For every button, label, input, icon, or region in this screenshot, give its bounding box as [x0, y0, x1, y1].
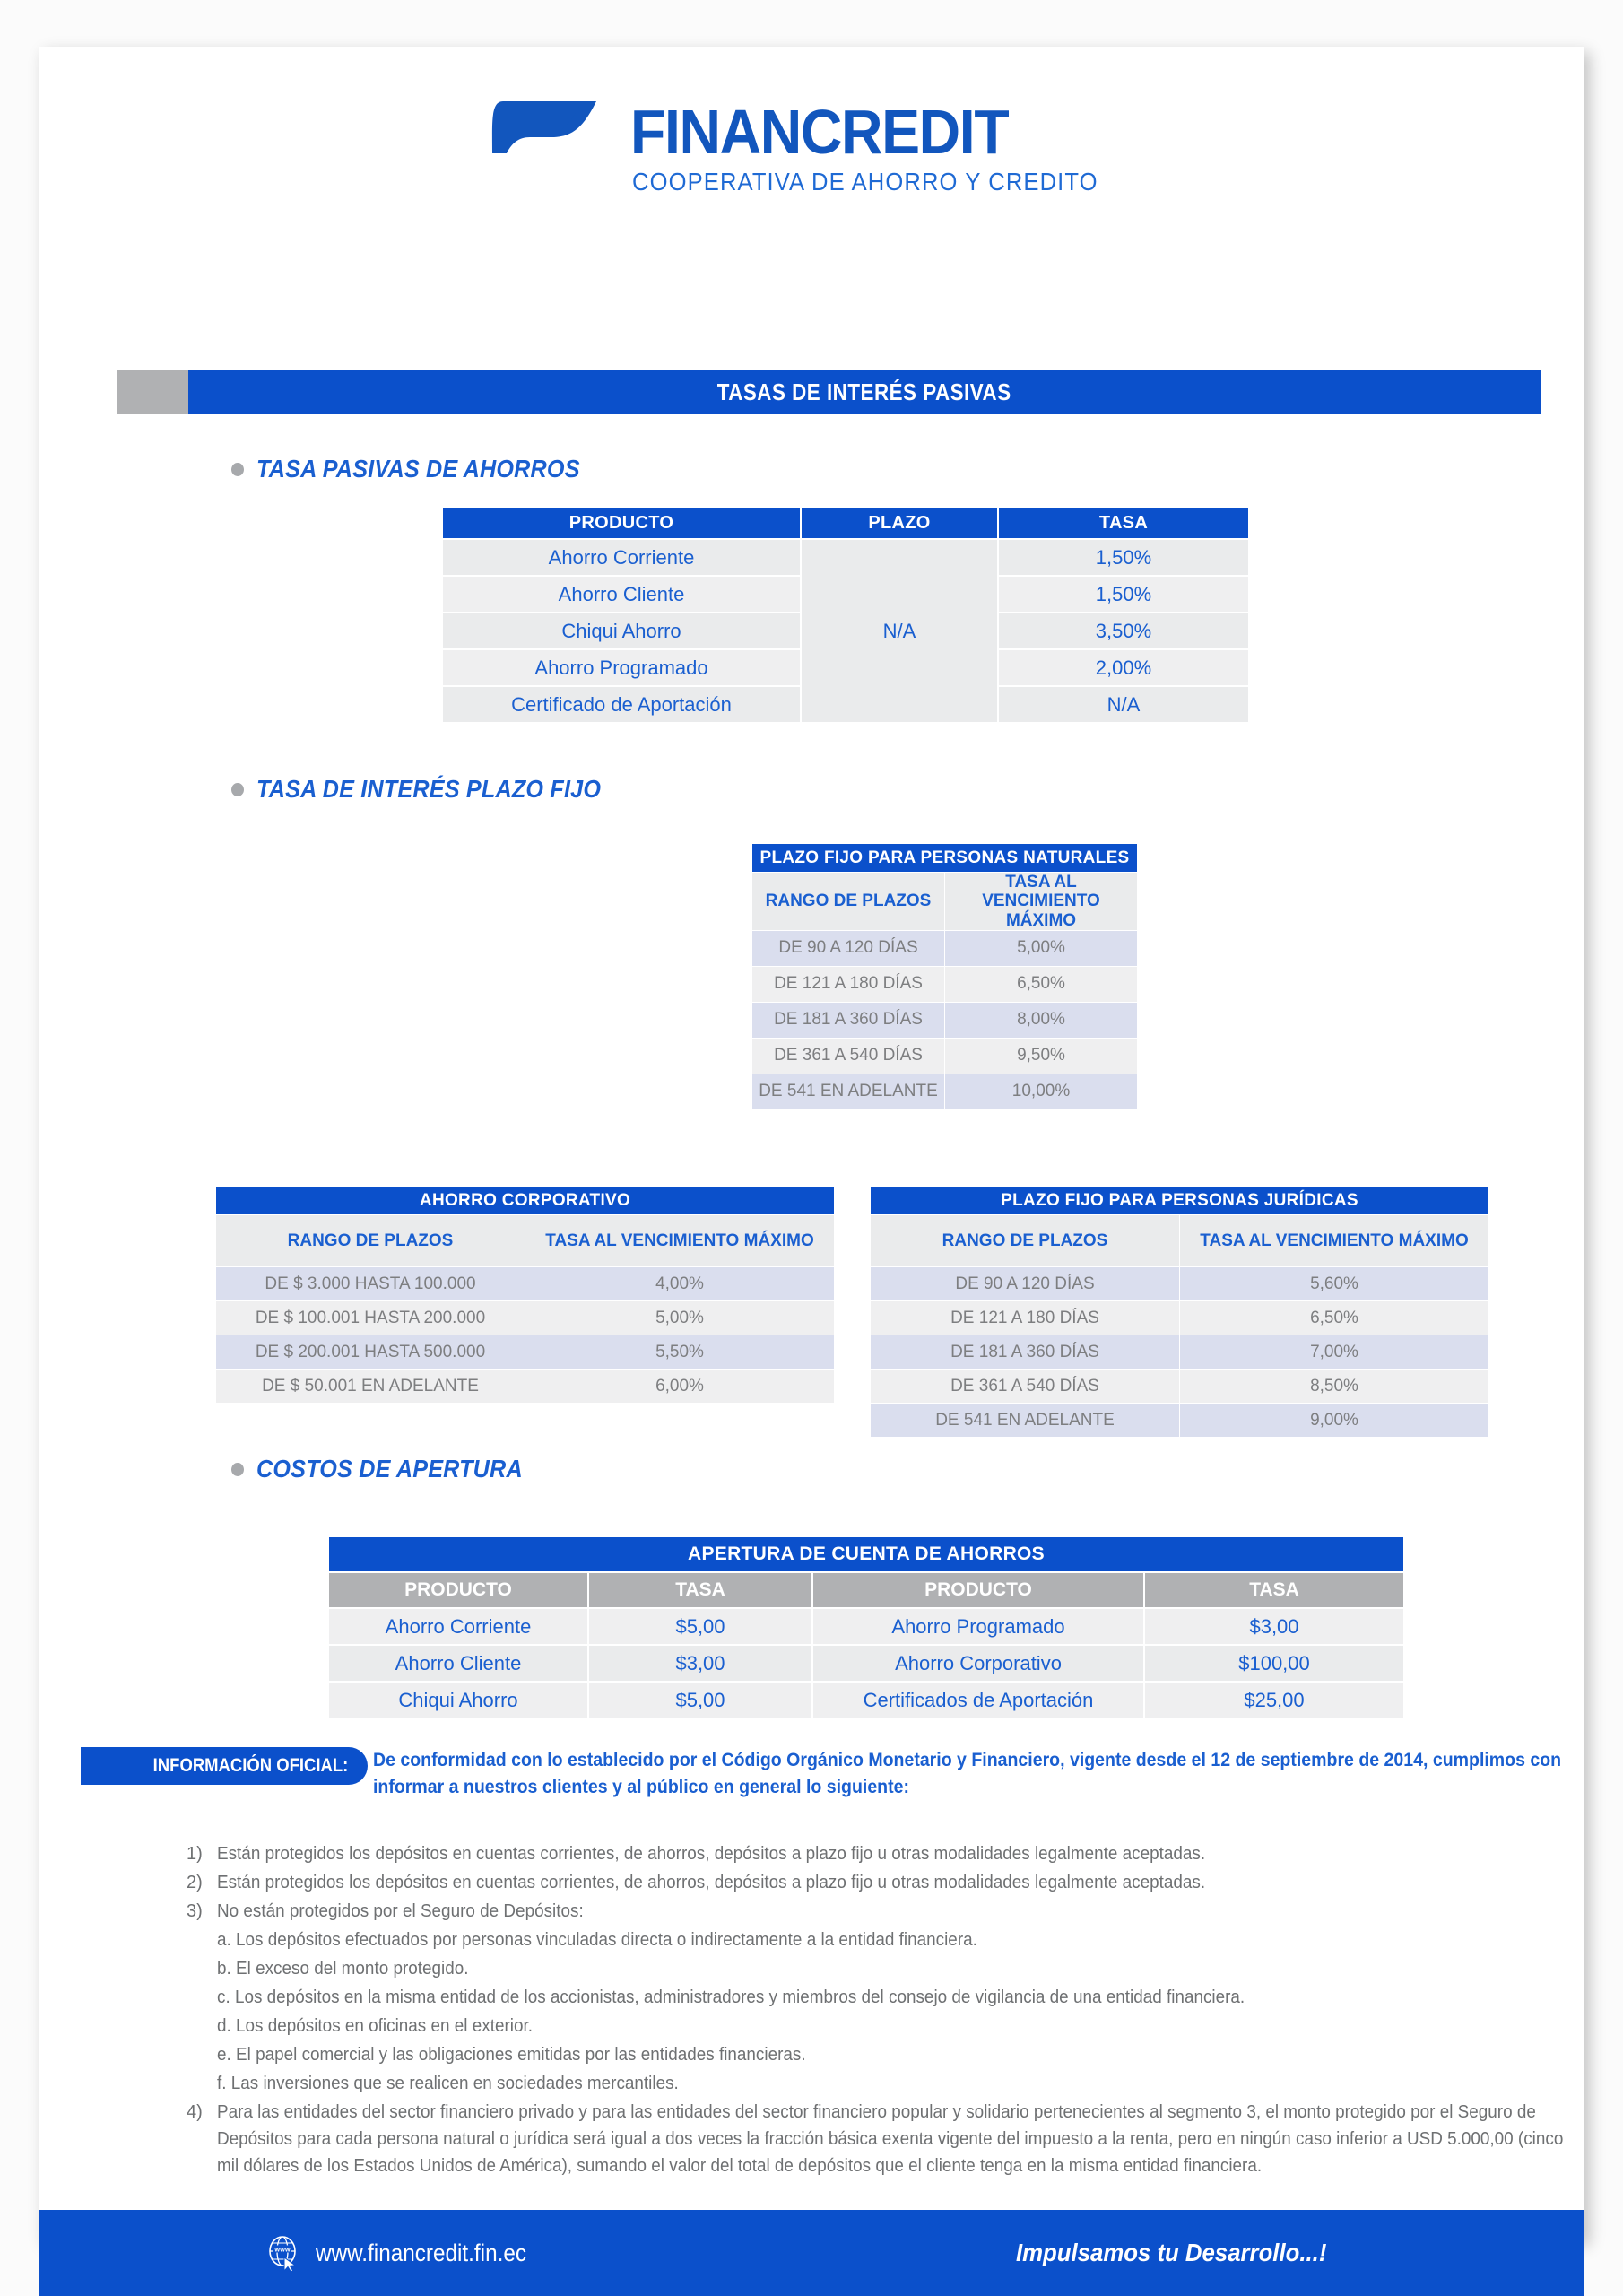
- cell-rango: DE $ 50.001 EN ADELANTE: [216, 1370, 525, 1404]
- table-title-corporativo: AHORRO CORPORATIVO: [216, 1187, 835, 1215]
- cell-rango: DE 121 A 180 DÍAS: [871, 1301, 1180, 1335]
- table-row: [328, 1682, 1404, 1718]
- informacion-oficial-text: [215, 1747, 1587, 1801]
- page-title: TASAS DE INTERÉS PASIVAS: [717, 378, 1011, 405]
- cell-producto: Ahorro Programado: [442, 649, 801, 686]
- table-tasa-pasivas-ahorros: [441, 506, 1250, 724]
- cell-tasa: 1,50%: [998, 576, 1249, 613]
- cell-tasa-1: $5,00: [588, 1682, 812, 1718]
- title-bar-gray-accent: [117, 370, 188, 414]
- sub-list-item: [217, 1984, 1585, 2011]
- cell-producto: Ahorro Cliente: [442, 576, 801, 613]
- cell-rango: DE $ 3.000 HASTA 100.000: [216, 1267, 525, 1301]
- th-tasa-1: TASA: [588, 1572, 812, 1608]
- table-row: [752, 1038, 1138, 1074]
- cell-tasa: 8,00%: [945, 1002, 1138, 1038]
- sub-list-item: [217, 1926, 1585, 1953]
- section-heading-ahorros-label: TASA PASIVAS DE AHORROS: [256, 455, 580, 483]
- informacion-oficial-badge: [81, 1747, 368, 1785]
- brand-logo: [39, 96, 1584, 200]
- cell-rango: DE 541 EN ADELANTE: [871, 1404, 1180, 1438]
- list-item-number: 4): [187, 2102, 203, 2122]
- cell-producto-1: Ahorro Corriente: [328, 1608, 588, 1645]
- table-header-row: [216, 1215, 835, 1267]
- cell-tasa: 5,50%: [525, 1335, 835, 1370]
- list-item: [187, 1840, 1585, 1867]
- cell-tasa: 6,00%: [525, 1370, 835, 1404]
- list-item-number: 3): [187, 1901, 203, 1921]
- list-item-text: [217, 1869, 1585, 1896]
- list-item: [187, 1898, 1585, 1925]
- cell-producto-1: Ahorro Cliente: [328, 1645, 588, 1682]
- table-row: [328, 1608, 1404, 1645]
- brand-tagline: COOPERATIVA DE AHORRO Y CREDITO: [631, 167, 1098, 196]
- table-row: [752, 1002, 1138, 1038]
- cell-rango: DE $ 100.001 HASTA 200.000: [216, 1301, 525, 1335]
- cell-rango: DE 181 A 360 DÍAS: [871, 1335, 1180, 1370]
- cell-rango: DE 361 A 540 DÍAS: [871, 1370, 1180, 1404]
- table-title-row: [216, 1187, 835, 1215]
- informacion-oficial-block: [81, 1747, 1587, 1801]
- table-header-row: [328, 1572, 1404, 1608]
- cell-plazo-merged: N/A: [801, 539, 998, 723]
- sub-list-item: [217, 2070, 1585, 2097]
- financredit-logo-icon: [490, 96, 609, 200]
- table-plazo-fijo-juridicas: [870, 1186, 1489, 1438]
- cell-tasa: 5,00%: [525, 1301, 835, 1335]
- document-page: [39, 47, 1584, 2240]
- cell-tasa: 5,00%: [945, 930, 1138, 966]
- sub-list-item: [217, 2041, 1585, 2068]
- cell-tasa-2: $25,00: [1144, 1682, 1404, 1718]
- cell-rango: DE $ 200.001 HASTA 500.000: [216, 1335, 525, 1370]
- table-header-row: [752, 873, 1138, 931]
- list-item-text-value: Están protegidos los depósitos en cuentas corrientes, de ahorros, depósitos a plazo fijo u otras modalidades legalmente aceptadas.: [217, 1873, 1206, 1892]
- section-heading-costos-label: COSTOS DE APERTURA: [256, 1455, 523, 1483]
- list-item-text-value: No están protegidos por el Seguro de Depósitos:: [217, 1901, 584, 1921]
- cell-tasa: 10,00%: [945, 1074, 1138, 1109]
- cell-rango: DE 90 A 120 DÍAS: [752, 930, 945, 966]
- sub-list-item-text: c. Los depósitos en la misma entidad de los accionistas, administradores y miembros del consejo de vigilancia de una entidad financiera.: [217, 1987, 1245, 2007]
- table-header-row: [871, 1215, 1489, 1267]
- cell-producto: Chiqui Ahorro: [442, 613, 801, 649]
- cell-rango: DE 90 A 120 DÍAS: [871, 1267, 1180, 1301]
- cell-tasa: 3,50%: [998, 613, 1249, 649]
- brand-name: FINANCREDIT: [629, 96, 1008, 167]
- cell-tasa-2: $100,00: [1144, 1645, 1404, 1682]
- cell-rango: DE 361 A 540 DÍAS: [752, 1038, 945, 1074]
- table-plazo-fijo-naturales: [751, 843, 1138, 1110]
- th-plazo: PLAZO: [801, 507, 998, 539]
- informacion-oficial-badge-label: INFORMACIÓN OFICIAL:: [152, 1755, 348, 1776]
- cell-tasa: 1,50%: [998, 539, 1249, 576]
- title-bar-blue: [188, 370, 1541, 414]
- section-heading-ahorros: [231, 455, 616, 483]
- cell-tasa-2: $3,00: [1144, 1608, 1404, 1645]
- footer-website[interactable]: [267, 2234, 550, 2272]
- page-title-bar: [117, 370, 1541, 414]
- footer-url-label: www.financredit.fin.ec: [316, 2239, 527, 2266]
- cell-tasa: 7,00%: [1180, 1335, 1489, 1370]
- footer-slogan: Impulsamos tu Desarrollo...!: [1016, 2239, 1327, 2266]
- section-heading-plazo-fijo-label: TASA DE INTERÉS PLAZO FIJO: [256, 775, 602, 803]
- cell-producto: Certificado de Aportación: [442, 686, 801, 723]
- th-rango-plazos: RANGO DE PLAZOS: [871, 1215, 1180, 1267]
- bullet-icon: [231, 1463, 244, 1476]
- cell-producto: Ahorro Corriente: [442, 539, 801, 576]
- bullet-icon: [231, 463, 244, 476]
- cell-producto-1: Chiqui Ahorro: [328, 1682, 588, 1718]
- table-title-row: [328, 1536, 1404, 1572]
- informacion-oficial-text-value: De conformidad con lo establecido por el Código Orgánico Monetario y Financiero, vigente desde el 12 de septiembre de 2014, cumplimos con informar a nuestros clientes y al público en general lo siguiente:: [373, 1750, 1562, 1797]
- table-row: [752, 930, 1138, 966]
- cell-tasa: 4,00%: [525, 1267, 835, 1301]
- cell-rango: DE 121 A 180 DÍAS: [752, 966, 945, 1002]
- sub-list-item-text: a. Los depósitos efectuados por personas vinculadas directa o indirectamente a la entidad financiera.: [217, 1930, 977, 1950]
- cell-producto-2: Certificados de Aportación: [812, 1682, 1144, 1718]
- cell-tasa: 5,60%: [1180, 1267, 1489, 1301]
- table-row: [752, 966, 1138, 1002]
- table-row: [871, 1335, 1489, 1370]
- th-tasa-2: TASA: [1144, 1572, 1404, 1608]
- table-row: [216, 1370, 835, 1404]
- table-title-juridicas: PLAZO FIJO PARA PERSONAS JURÍDICAS: [871, 1187, 1489, 1215]
- table-row: [328, 1645, 1404, 1682]
- th-rango-plazos: RANGO DE PLAZOS: [216, 1215, 525, 1267]
- sub-list-item-text: f. Las inversiones que se realicen en sociedades mercantiles.: [217, 2074, 679, 2093]
- bullet-icon: [231, 783, 244, 796]
- th-rango-plazos: RANGO DE PLAZOS: [752, 873, 945, 931]
- cell-tasa: N/A: [998, 686, 1249, 723]
- sub-list-item: [217, 2013, 1585, 2039]
- list-item-text-value: Están protegidos los depósitos en cuentas corrientes, de ahorros, depósitos a plazo fijo u otras modalidades legalmente aceptadas.: [217, 1844, 1206, 1864]
- section-heading-plazo-fijo: [231, 775, 639, 804]
- th-tasa: TASA: [998, 507, 1249, 539]
- table-row: [442, 539, 1249, 576]
- cell-rango: DE 541 EN ADELANTE: [752, 1074, 945, 1109]
- th-tasa-vencimiento: TASA AL VENCIMIENTO MÁXIMO: [945, 873, 1138, 931]
- cell-tasa-1: $5,00: [588, 1608, 812, 1645]
- cell-tasa-1: $3,00: [588, 1645, 812, 1682]
- list-item-number: 1): [187, 1844, 203, 1864]
- list-item-text: [217, 2099, 1585, 2179]
- list-item-number: 2): [187, 1873, 203, 1892]
- sub-list-item-text: d. Los depósitos en oficinas en el exterior.: [217, 2016, 533, 2036]
- table-row: [871, 1370, 1489, 1404]
- list-item: [187, 1869, 1585, 1896]
- table-row: [216, 1267, 835, 1301]
- table-row: [216, 1335, 835, 1370]
- cell-tasa: 6,50%: [945, 966, 1138, 1002]
- th-tasa-vencimiento: TASA AL VENCIMIENTO MÁXIMO: [525, 1215, 835, 1267]
- cell-tasa: 2,00%: [998, 649, 1249, 686]
- table-row: [871, 1404, 1489, 1438]
- cell-producto-2: Ahorro Programado: [812, 1608, 1144, 1645]
- table-row: [752, 1074, 1138, 1109]
- table-row: [871, 1301, 1489, 1335]
- list-item-text: [217, 1840, 1585, 1867]
- cell-tasa: 8,50%: [1180, 1370, 1489, 1404]
- table-header-row: [442, 507, 1249, 539]
- table-title-apertura: APERTURA DE CUENTA DE AHORROS: [328, 1536, 1404, 1572]
- cell-tasa: 9,50%: [945, 1038, 1138, 1074]
- th-producto-2: PRODUCTO: [812, 1572, 1144, 1608]
- table-row: [216, 1301, 835, 1335]
- table-apertura-cuenta-ahorros: [327, 1535, 1405, 1719]
- table-title-naturales: PLAZO FIJO PARA PERSONAS NATURALES: [752, 844, 1138, 873]
- list-item-text-value: Para las entidades del sector financiero privado y para las entidades del sector financiero popular y solidario pertenecientes al segmento 3, el monto protegido por el Seguro de Depósitos para cada persona natural o jurídica será igual a dos veces la fracción básica exenta vigente del impuesto a la renta, pero en ningún caso inferior a USD 5.000,00 (cinco mil dólares de los Estados Unidos de América), sumando el valor del total de depósitos que el cliente tenga en la misma entidad financiera.: [217, 2102, 1564, 2176]
- cell-tasa: 9,00%: [1180, 1404, 1489, 1438]
- sub-list-item-text: e. El papel comercial y las obligaciones emitidas por las entidades financieras.: [217, 2045, 806, 2065]
- th-producto-1: PRODUCTO: [328, 1572, 588, 1608]
- section-heading-costos: [231, 1455, 552, 1483]
- table-row: [871, 1267, 1489, 1301]
- th-producto: PRODUCTO: [442, 507, 801, 539]
- brand-wordmark: [629, 96, 1133, 196]
- globe-icon: [267, 2234, 301, 2272]
- th-tasa-vencimiento: TASA AL VENCIMIENTO MÁXIMO: [1180, 1215, 1489, 1267]
- svg-text:WWW: WWW: [274, 2247, 291, 2254]
- sub-list-item-text: b. El exceso del monto protegido.: [217, 1959, 469, 1979]
- cell-rango: DE 181 A 360 DÍAS: [752, 1002, 945, 1038]
- sub-list-item: [217, 1955, 1585, 1982]
- table-title-row: [752, 844, 1138, 873]
- cell-tasa: 6,50%: [1180, 1301, 1489, 1335]
- list-item: [187, 2099, 1585, 2179]
- list-item-text: [217, 1898, 1585, 1925]
- legal-list: [187, 1840, 1585, 2181]
- page-footer: [39, 2210, 1584, 2296]
- table-ahorro-corporativo: [215, 1186, 835, 1404]
- table-title-row: [871, 1187, 1489, 1215]
- cell-producto-2: Ahorro Corporativo: [812, 1645, 1144, 1682]
